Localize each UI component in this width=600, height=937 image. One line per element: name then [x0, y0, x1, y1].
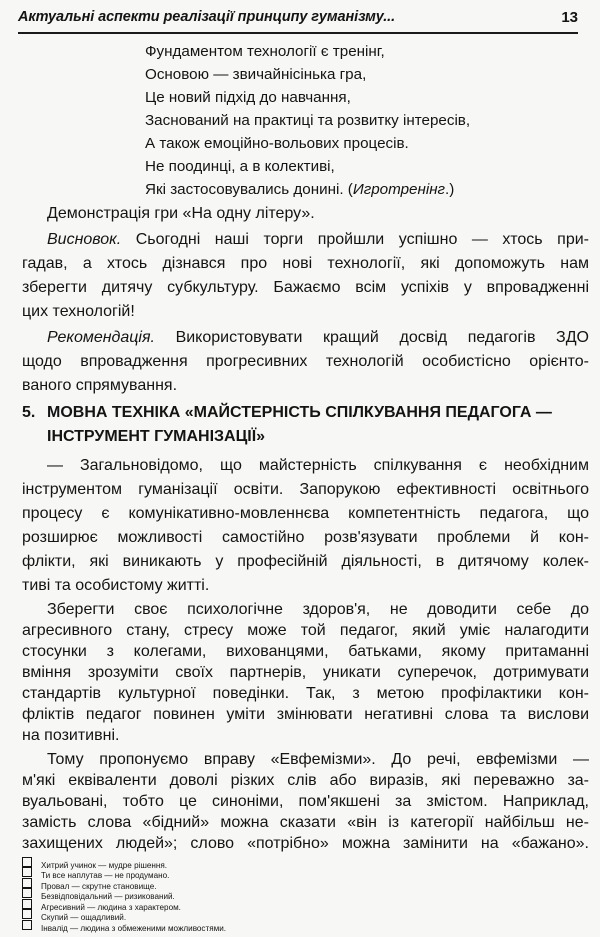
- poem-source: Игротренінг: [352, 181, 446, 198]
- list-item-text: Скупий — ощадливий.: [41, 913, 127, 923]
- poem-line: Це новий підхід до навчання,: [145, 89, 351, 106]
- recommendation-line: ваного спрямування.: [22, 377, 178, 394]
- poem-line: А також емоційно-вольових процесів.: [145, 135, 409, 152]
- checkbox-bullet-icon: [22, 867, 32, 877]
- recommendation-line: [47, 328, 589, 348]
- paragraph-line: фліктів педагог повинен уміти змінювати негативні слова та вислови: [22, 706, 589, 723]
- recommendation-line: щодо впровадження прогресивних технологій особистісно орієнто-: [22, 353, 589, 370]
- checkbox-bullet-icon: [22, 857, 32, 867]
- section-title-line: ІНСТРУМЕНТ ГУМАНІЗАЦІЇ»: [47, 428, 266, 445]
- poem-line: Не поодинці, а в колективі,: [145, 158, 335, 175]
- paragraph-line: вуальовані, тобто це синоніми, пом'якшені за змістом. Наприклад,: [22, 793, 589, 810]
- paragraph-line: захищених людей»; слово «потрібно» можна замінити на «бажано».: [22, 835, 589, 852]
- page-number: 13: [561, 9, 578, 26]
- paragraph-line: процесу є комунікативно-мовленнєва компетентність педагога, що: [22, 505, 589, 522]
- poem-last-text: Які застосовувались донині. (: [145, 181, 353, 198]
- paragraph-line: стандартів культурної поведінки. Так, з метою профілактики кон-: [22, 685, 589, 702]
- paragraph-line: розширює можливості самостійно розв'язувати проблеми й кон-: [22, 529, 589, 546]
- conclusion-line: [47, 230, 589, 250]
- list-item-text: Провал — скрутне становище.: [41, 881, 157, 891]
- list-item: [22, 920, 226, 934]
- conclusion-line: гадав, а хтось дізнався про нові технології, які допоможуть нам: [22, 255, 589, 272]
- poem-line: [145, 180, 454, 200]
- list-item-text: Ти все наплутав — не продумано.: [41, 871, 170, 881]
- paragraph-line: інструментом гуманізації освіти. Запорукою ефективності освітнього: [22, 481, 589, 498]
- checkbox-bullet-icon: [22, 878, 32, 888]
- paragraph-line: замість слова «бідний» можна сказати «він із категорії найбільш не-: [22, 814, 589, 831]
- paragraph-line: агресивного стану, стресу може той педагог, який уміє налагодити: [22, 622, 589, 639]
- list-item-text: Інвалід — людина з обмеженими можливостями.: [41, 923, 227, 933]
- poem-line: Фундаментом технології є тренінг,: [145, 43, 385, 60]
- paragraph-line: стосунки з колегами, вихованцями, батьками, якому притаманні: [22, 643, 589, 660]
- paragraph-line: тиві та особистому житті.: [22, 577, 210, 594]
- conclusion-text: Сьогодні наші торги пройшли успішно — хтось при-: [121, 231, 589, 248]
- conclusion-line: зберегти дитячу субкультуру. Бажаємо всім успіхів у впровадженні: [22, 279, 589, 296]
- paragraph-line: флікти, які виникають у професійній діяльності, в дитячому колек-: [22, 553, 589, 570]
- paragraph-line: — Загальновідомо, що майстерність спілкування є необхідним: [47, 457, 589, 474]
- conclusion-label: Висновок.: [47, 231, 122, 248]
- poem-last-end: .): [445, 181, 455, 198]
- section-number: 5.: [22, 404, 36, 421]
- poem-line: Основою — звичайнісінька гра,: [145, 66, 367, 83]
- checkbox-bullet-icon: [22, 888, 32, 898]
- checkbox-bullet-icon: [22, 920, 32, 930]
- poem-line: Заснований на практиці та розвитку інтересів,: [145, 112, 471, 129]
- list-item-text: Хитрий учинок — мудре рішення.: [41, 861, 168, 870]
- paragraph-line: Зберегти своє психологічне здоров'я, не доводити себе до: [47, 601, 589, 618]
- conclusion-line: цих технологій!: [22, 303, 135, 320]
- section-title-line: МОВНА ТЕХНІКА «МАЙСТЕРНІСТЬ СПІЛКУВАННЯ ПЕДАГОГА —: [47, 404, 552, 421]
- header-title: Актуальні аспекти реалізації принципу гуманізму...: [18, 9, 395, 25]
- checkbox-bullet-icon: [22, 899, 32, 909]
- paragraph-line: Тому пропонуємо вправу «Евфемізми». До речі, евфемізми —: [47, 751, 589, 768]
- paragraph-line: м'які еквіваленти доволі різких слів або виразів, які переважно за-: [22, 772, 589, 789]
- list-item-text: Безвідповідальний — ризикований.: [41, 892, 175, 902]
- running-header: [18, 6, 578, 34]
- list-item-text: Агресивний — людина з характером.: [41, 902, 181, 912]
- paragraph-line: на позитивні.: [22, 727, 120, 744]
- demo-line: Демонстрація гри «На одну літеру».: [47, 205, 315, 222]
- recommendation-label: Рекомендація.: [47, 329, 155, 346]
- checkbox-bullet-icon: [22, 909, 32, 919]
- recommendation-text: Використовувати кращий досвід педагогів ЗДО: [154, 329, 589, 346]
- paragraph-line: вміння зрозуміти своїх партнерів, уникати суперечок, дотримувати: [22, 664, 589, 681]
